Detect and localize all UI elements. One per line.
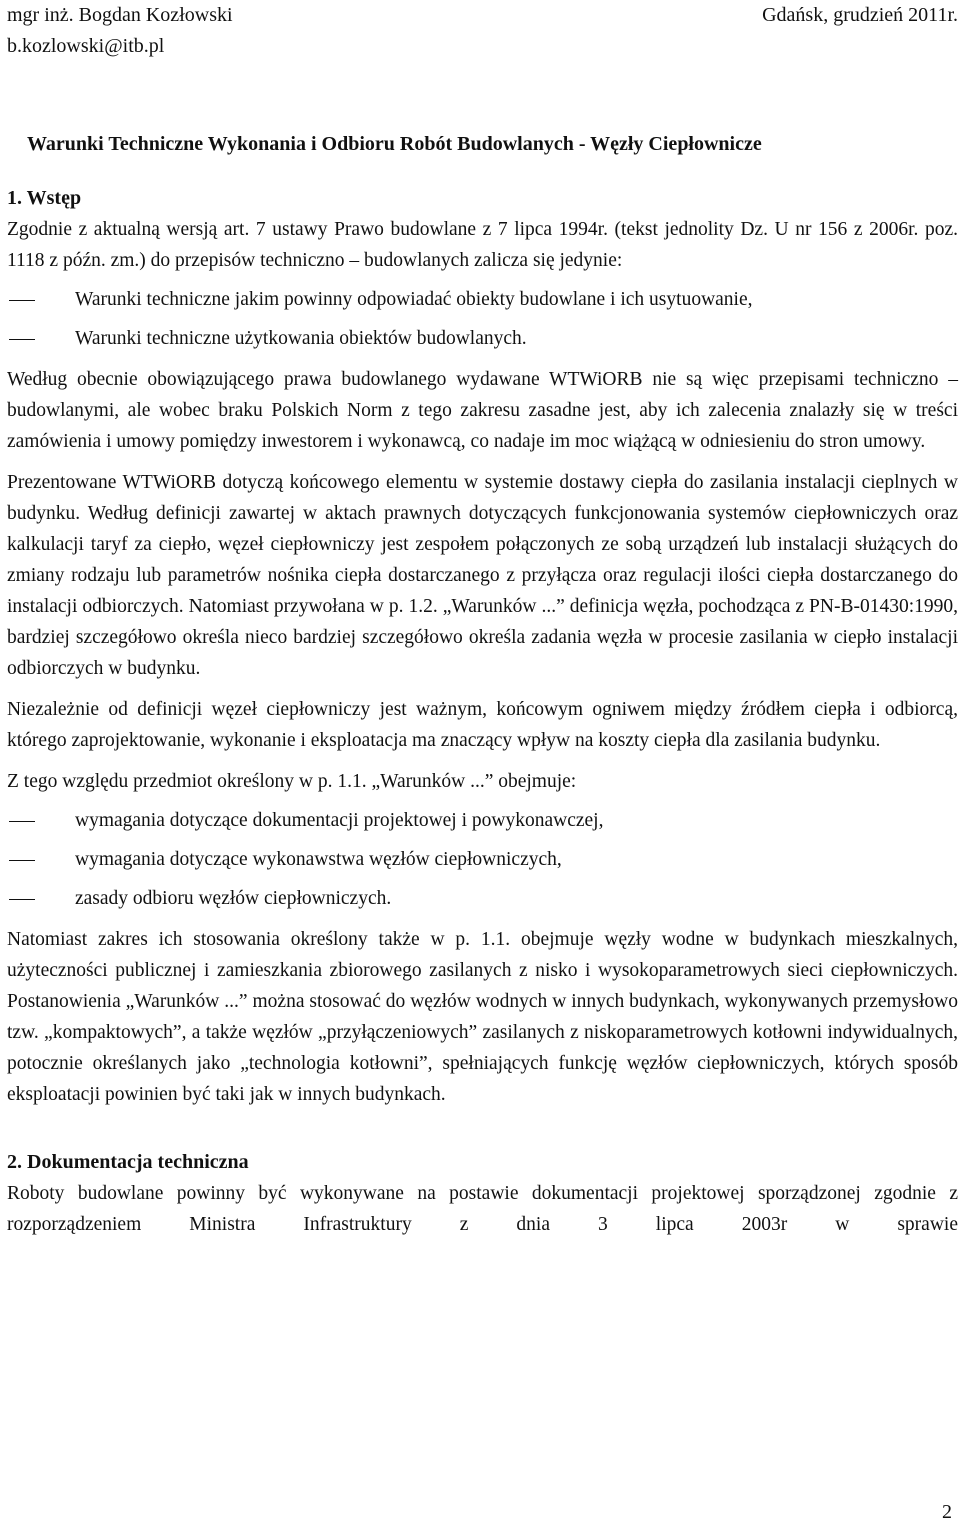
paragraph-legal-status: Według obecnie obowiązującego prawa budowlanego wydawane WTWiORB nie są więc przepisami techniczno – budowlanymi, ale wobec braku Polskich Norm z tego zakresu zasadne jest, aby ich zalecenia znalazły się w treści zamówienia i umowy pomiędzy inwestorem i wykonawcą, co nadaje im moc wiążącą w odniesieniu do stron umowy.: [7, 369, 958, 452]
document-title: Warunki Techniczne Wykonania i Odbioru Robót Budowlanych - Węzły Ciepłownicze: [27, 133, 762, 155]
paragraph-definition: Prezentowane WTWiORB dotyczą końcowego elementu w systemie dostawy ciepła do zasilania instalacji cieplnych w budynku. Według definicji zawartej w aktach prawnych dotyczących funkcjonowania systemów ciepłowniczych oraz kalkulacji taryf za ciepło, węzeł ciepłowniczy jest zespołem połączonych ze sobą urządzeń lub instalacji służących do zmiany rodzaju lub parametrów nośnika ciepła dostarczanego z przyłącza oraz regulacji ilości ciepła dostarczanego do instalacji odbiorczych. Natomiast przywołana w p. 1.2. „Warunków ...” definicja węzła, pochodząca z PN-B-01430:1990, bardziej szczegółowo określa nieco bardziej szczegółowo określa zadania węzła w procesie zasilania w ciepło instalacji odbiorczych w budynku.: [7, 472, 958, 679]
section-2-heading: 2. Dokumentacja techniczna: [7, 1151, 249, 1173]
list-item: Warunki techniczne jakim powinny odpowiadać obiekty budowlane i ich usytuowanie,: [7, 284, 958, 315]
paragraph-scope-intro: Z tego względu przedmiot określony w p. 1.1. „Warunków ...” obejmuje:: [7, 771, 577, 792]
place-date: Gdańsk, grudzień 2011r.: [762, 4, 958, 26]
intro-paragraph: Zgodnie z aktualną wersją art. 7 ustawy Prawo budowlane z 7 lipca 1994r. (tekst jednolity Dz. U nr 156 z 2006r. poz. 1118 z późn. zm.) do przepisów techniczno – budowlanych zalicza się jedynie:: [7, 219, 958, 271]
page-header: [7, 0, 958, 31]
paragraph-importance: Niezależnie od definicji węzeł ciepłowniczy jest ważnym, końcowym ogniwem między źródłem ciepła i odbiorcą, którego zaprojektowanie, wykonanie i eksploatacja ma znaczący wpływ na koszty ciepła dla zasilania budynku.: [7, 699, 958, 751]
list-item: zasady odbioru węzłów ciepłowniczych.: [7, 883, 958, 914]
section-1-heading: 1. Wstęp: [7, 187, 82, 209]
dash-bullet-icon: [9, 899, 35, 900]
paragraph-application: Natomiast zakres ich stosowania określony także w p. 1.1. obejmuje węzły wodne w budynkach mieszkalnych, użyteczności publicznej i zamieszkania zbiorowego zasilanych z nisko i wysokoparametrowych sieci ciepłowniczych. Postanowienia „Warunków ...” można stosować do węzłów wodnych w innych budynkach, wykonywanych przemysłowo tzw. „kompaktowych”, a także węzłów „przyłączeniowych” zasilanych z niskoparametrowych kotłowni indywidualnych, potocznie określanych jako „technologia kotłowni”, spełniających funkcję węzłów ciepłowniczych, których sposób eksploatacji powinien być taki jak w innych budynkach.: [7, 929, 958, 1105]
regulations-list: [7, 284, 958, 354]
list-item: wymagania dotyczące wykonawstwa węzłów ciepłowniczych,: [7, 844, 958, 875]
document-page: [7, 0, 958, 1240]
list-item: Warunki techniczne użytkowania obiektów budowlanych.: [7, 323, 958, 354]
list-item: wymagania dotyczące dokumentacji projektowej i powykonawczej,: [7, 805, 958, 836]
page-number: 2: [942, 1501, 952, 1523]
scope-list: [7, 805, 958, 914]
dash-bullet-icon: [9, 821, 35, 822]
dash-bullet-icon: [9, 339, 35, 340]
author-name: mgr inż. Bogdan Kozłowski: [7, 4, 233, 26]
dash-bullet-icon: [9, 860, 35, 861]
paragraph-documentation: Roboty budowlane powinny być wykonywane na postawie dokumentacji projektowej sporządzonej zgodnie z rozporządzeniem Ministra Infrastruktury z dnia 3 lipca 2003r w sprawie: [7, 1183, 958, 1235]
author-email: b.kozlowski@itb.pl: [7, 35, 165, 57]
dash-bullet-icon: [9, 300, 35, 301]
